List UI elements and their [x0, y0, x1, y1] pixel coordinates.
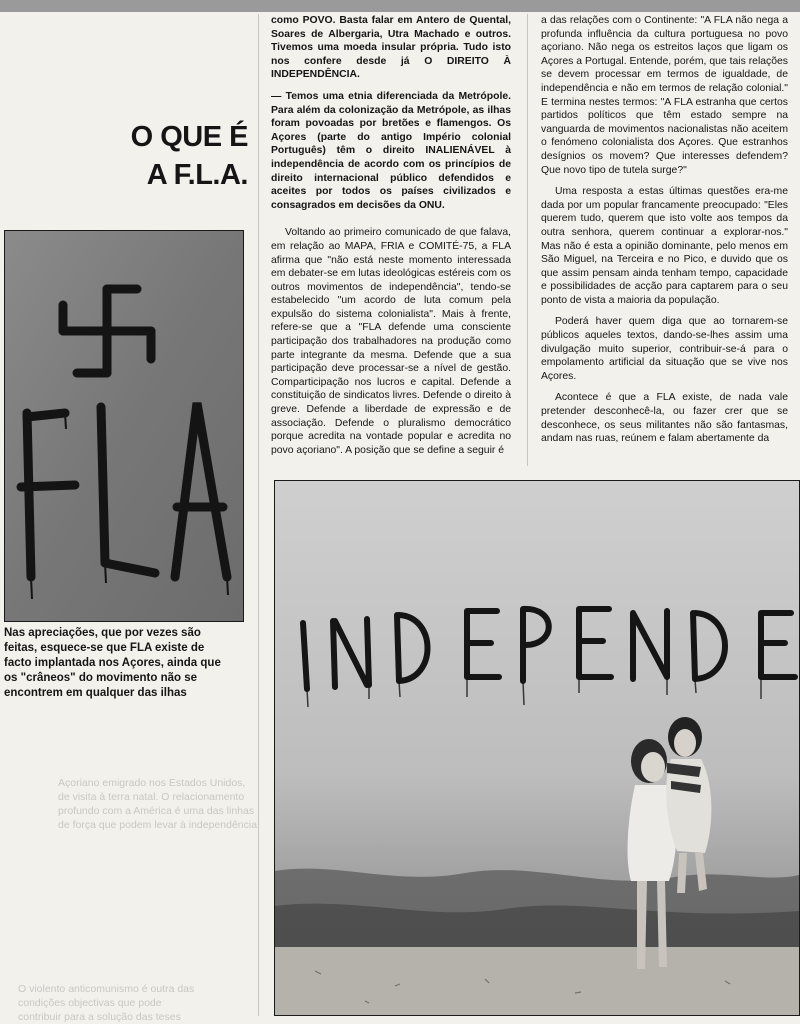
column-3-paragraph-1: a das relações com o Continente: "A FLA não nega a profunda influência da cultura portuguesa no povo açoriano. Não nega os estreitos laços que ligam os Açores a Portugal. Entende, porém, que tais relações se devem processar em termos de igualdade, de independência e não em termos de relação colonial." E termina nestes termos: "A FLA estranha que certos partidos políticos que têm estado sempre na vanguarda de movimentos nacionalistas não aceitem o fenómeno colonialista dos Açores. Que estranhos desígnios os movem? Que interesses defendem? Que novo tipo de tutela surge?"	[541, 15, 788, 176]
graffiti-fla-photo	[4, 230, 244, 622]
photo-caption: Nas apreciações, que por vezes são feitas, esquece-se que FLA existe de facto implantada nos Açores, ainda que os "crâneos" do movimento não se encontrem em qualquer das ilhas	[4, 627, 221, 699]
independence-wall-photo	[274, 480, 800, 1016]
column-2-paragraph-1: como POVO. Basta falar em Antero de Quental, Soares de Albergaria, Utra Machado e outros. Tivemos uma moeda insular própria. Tudo isto nos confere desde já O DIREITO À INDEPENDÊNCIA.	[271, 15, 511, 81]
article-column-2	[271, 14, 511, 465]
title-line-1: O QUE É	[130, 121, 248, 153]
column-divider-left	[258, 14, 259, 1016]
bleed-through-paragraph-1: Açoriano emigrado nos Estados Unidos, de visita à terra natal. O relacionamento profundo com a América é uma das linhas de força que podem levar à independência	[58, 777, 258, 831]
bleed-through-text	[18, 776, 258, 1024]
article-title	[130, 118, 248, 194]
column-divider-right	[527, 14, 528, 466]
bleed-through-paragraph-2: O violento anticomunismo é outra das condições objectivas que pode contribuir para a solução das teses	[18, 983, 195, 1023]
column-2-paragraph-2: — Temos uma etnia diferenciada da Metrópole. Para além da colonização da Metrópole, as ilhas foram povoadas por bretões e flamengos. Os Açores (parte do antigo Império colonial Português) têm o direito INALIENÁVEL à independência de acordo com os princípios de direito internacional público defendidos e aceites por todos os países civilizados e consagrados em decisões da ONU.	[271, 90, 511, 211]
column-3-paragraph-4: Acontece é que a FLA existe, de nada vale pretender desconhecê-la, ou fazer crer que se desconhece, os seus militantes não são fantasmas, andam nas ruas, reúnem e falam abertamente da	[541, 392, 788, 445]
top-rule	[0, 0, 800, 12]
column-3-paragraph-2: Uma resposta a estas últimas questões era-me dada por um popular francamente preocupado: "Eles querem tudo, querem que isto volte aos tempos da outra senhora, querem continuar a explorar-nos." Mas não é esta a opinião dominante, pelo menos em São Miguel, na Terceira e no Pico, e duvido que os que assim pensam ainda tenham tempo, capacidade e possibilidades de acção para captarem para o seu ponto de vista a maioria da população.	[541, 186, 788, 306]
column-3-paragraph-3: Poderá haver quem diga que ao tornarem-se públicos aqueles textos, dando-se-lhes assim uma divulgação muito superior, contribuir-se-á para o empolamento artificial da situação que se vive nos Açores.	[541, 316, 788, 382]
graffiti-fla-illustration	[5, 231, 243, 621]
column-2-paragraph-3: Voltando ao primeiro comunicado de que falava, em relação ao MAPA, FRIA e COMITÉ-75, a FLA afirma que "não está neste momento interessada em debater-se em lutas ideológicas estéreis com os outros movimentos de independência", tendo-se estabelecido "um acordo de luta comum pela expulsão do sistema colonialista". Mais à frente, refere-se que a "FLA defende uma consciente participação dos trabalhadores na produção como parte integrante da mesma. Defende que a sua participação deve processar-se a nível de gestão. Comparticipação nos lucros e capital. Defende a constituição de sindicatos livres. Defende o direito à greve. Defende a liberdade de expressão e de associação. Defende o pluralismo democrático porque acredita na vontade popular e acredita no povo açoriano". A posição que se define a seguir é	[271, 227, 511, 456]
title-line-2: A F.L.A.	[146, 159, 248, 191]
article-column-3	[541, 14, 788, 454]
independence-wall-illustration	[275, 481, 799, 1015]
